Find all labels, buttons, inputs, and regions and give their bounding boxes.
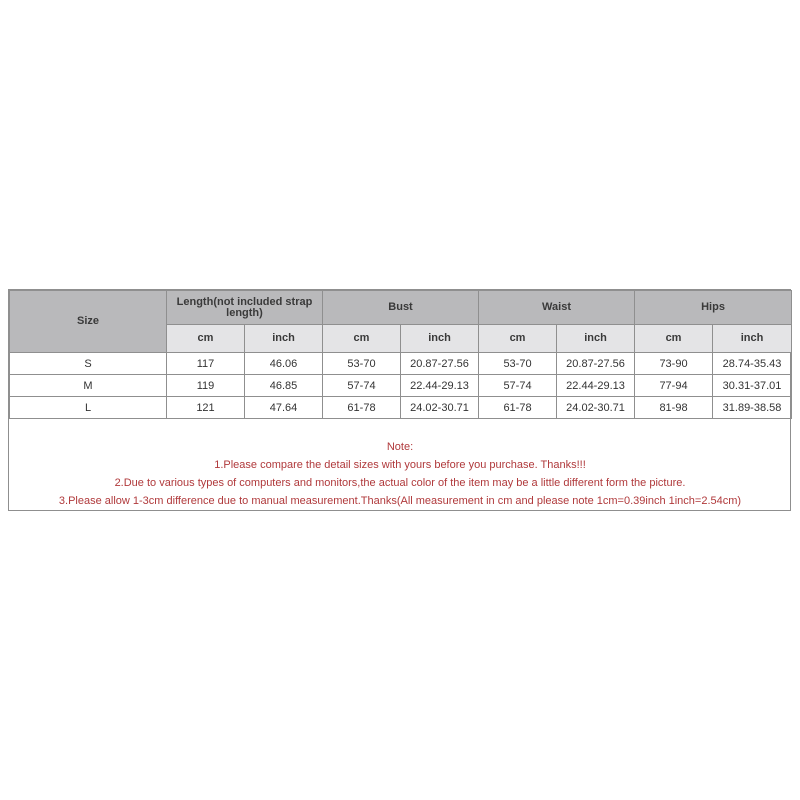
bust-inch-cell: 22.44-29.13	[401, 375, 479, 397]
bust-inch-header: inch	[401, 325, 479, 353]
hips-header: Hips	[635, 291, 792, 325]
size-cell: L	[10, 397, 167, 419]
length-inch-cell: 47.64	[245, 397, 323, 419]
table-row	[10, 353, 792, 375]
hips-cm-cell: 81-98	[635, 397, 713, 419]
note-title: Note:	[386, 441, 414, 453]
bust-cm-header: cm	[323, 325, 401, 353]
length-inch-cell: 46.85	[245, 375, 323, 397]
waist-cm-cell: 57-74	[479, 375, 557, 397]
waist-header: Waist	[479, 291, 635, 325]
waist-inch-cell: 24.02-30.71	[557, 397, 635, 419]
bust-header: Bust	[323, 291, 479, 325]
waist-inch-cell: 22.44-29.13	[557, 375, 635, 397]
note-line: 1.Please compare the detail sizes with yours before you purchase. Thanks!!!	[214, 459, 586, 471]
length-cm-cell: 121	[167, 397, 245, 419]
size-cell: S	[10, 353, 167, 375]
hips-inch-cell: 31.89-38.58	[713, 397, 792, 419]
waist-cm-header: cm	[479, 325, 557, 353]
waist-cm-cell: 53-70	[479, 353, 557, 375]
size-chart	[8, 289, 791, 511]
length-inch-cell: 46.06	[245, 353, 323, 375]
hips-inch-cell: 30.31-37.01	[713, 375, 792, 397]
header-row	[10, 291, 792, 325]
table-row	[10, 375, 792, 397]
size-cell: M	[10, 375, 167, 397]
hips-cm-header: cm	[635, 325, 713, 353]
bust-cm-cell: 57-74	[323, 375, 401, 397]
note-line: 3.Please allow 1-3cm difference due to manual measurement.Thanks(All measurement in cm and please note 1cm=0.39inch 1inch=2.54cm)	[58, 495, 742, 507]
waist-inch-cell: 20.87-27.56	[557, 353, 635, 375]
hips-cm-cell: 77-94	[635, 375, 713, 397]
length-inch-header: inch	[245, 325, 323, 353]
bust-inch-cell: 20.87-27.56	[401, 353, 479, 375]
length-cm-cell: 117	[167, 353, 245, 375]
bust-cm-cell: 61-78	[323, 397, 401, 419]
length-cm-header: cm	[167, 325, 245, 353]
table-row	[10, 397, 792, 419]
bust-cm-cell: 53-70	[323, 353, 401, 375]
length-cm-cell: 119	[167, 375, 245, 397]
size-table	[9, 290, 792, 419]
note-line: 2.Due to various types of computers and monitors,the actual color of the item may be a little different form the picture.	[114, 477, 686, 489]
hips-inch-header: inch	[713, 325, 792, 353]
hips-cm-cell: 73-90	[635, 353, 713, 375]
waist-inch-header: inch	[557, 325, 635, 353]
waist-cm-cell: 61-78	[479, 397, 557, 419]
bust-inch-cell: 24.02-30.71	[401, 397, 479, 419]
note-section	[9, 438, 791, 510]
size-header: Size	[10, 291, 167, 353]
hips-inch-cell: 28.74-35.43	[713, 353, 792, 375]
length-header: Length(not included strap length)	[167, 291, 323, 325]
